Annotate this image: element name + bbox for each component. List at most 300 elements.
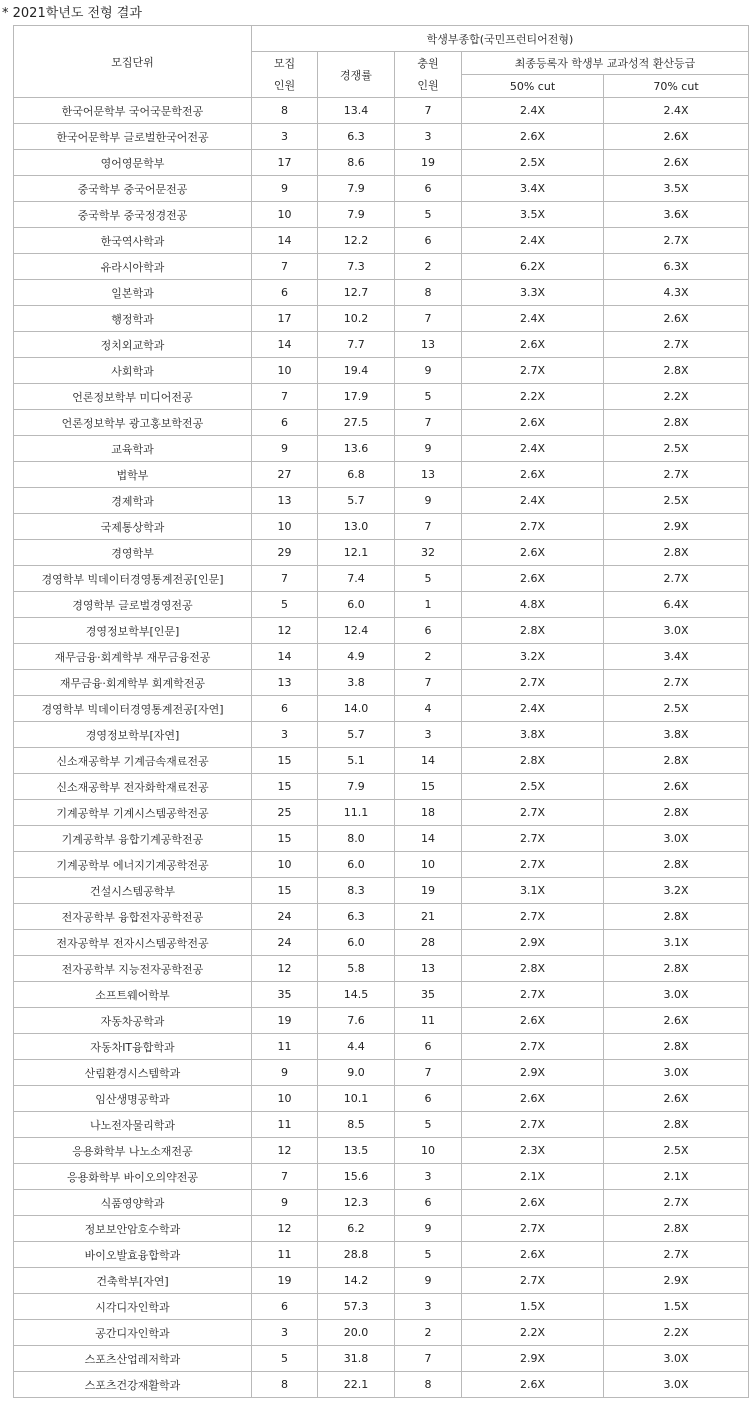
table-row [14, 514, 749, 540]
table-row [14, 540, 749, 566]
cell-extra: 5 [395, 1242, 462, 1268]
cell-extra: 10 [395, 1138, 462, 1164]
cell-recruit: 15 [252, 774, 318, 800]
cell-cut70: 3.0X [604, 1372, 749, 1398]
cell-unit: 건축학부[자연] [14, 1268, 252, 1294]
cell-recruit: 24 [252, 930, 318, 956]
cell-extra: 13 [395, 332, 462, 358]
cell-unit: 전자공학부 융합전자공학전공 [14, 904, 252, 930]
cell-extra: 8 [395, 1372, 462, 1398]
cell-competition: 14.2 [318, 1268, 395, 1294]
cell-unit: 경영정보학부[자연] [14, 722, 252, 748]
cell-recruit: 25 [252, 800, 318, 826]
cell-cut70: 2.8X [604, 904, 749, 930]
cell-extra: 18 [395, 800, 462, 826]
cell-competition: 31.8 [318, 1346, 395, 1372]
cell-cut70: 3.0X [604, 618, 749, 644]
cell-cut50: 2.6X [462, 1086, 604, 1112]
cell-competition: 22.1 [318, 1372, 395, 1398]
table-row [14, 722, 749, 748]
cell-recruit: 17 [252, 306, 318, 332]
cell-extra: 7 [395, 514, 462, 540]
table-row [14, 1190, 749, 1216]
cell-extra: 7 [395, 670, 462, 696]
cell-recruit: 15 [252, 826, 318, 852]
cell-unit: 건설시스템공학부 [14, 878, 252, 904]
cell-cut50: 2.6X [462, 410, 604, 436]
cell-competition: 9.0 [318, 1060, 395, 1086]
cell-unit: 식품영양학과 [14, 1190, 252, 1216]
cell-cut50: 2.6X [462, 1190, 604, 1216]
cell-cut70: 2.6X [604, 306, 749, 332]
cell-competition: 12.3 [318, 1190, 395, 1216]
cell-unit: 경영학부 빅데이터경영통계전공[자연] [14, 696, 252, 722]
cell-cut50: 3.4X [462, 176, 604, 202]
cell-cut50: 2.8X [462, 748, 604, 774]
cell-extra: 6 [395, 228, 462, 254]
cell-unit: 중국학부 중국어문전공 [14, 176, 252, 202]
cell-cut50: 3.8X [462, 722, 604, 748]
cell-recruit: 15 [252, 748, 318, 774]
cell-cut70: 3.0X [604, 826, 749, 852]
cell-unit: 정보보안암호수학과 [14, 1216, 252, 1242]
cell-cut70: 2.8X [604, 1216, 749, 1242]
cell-competition: 12.7 [318, 280, 395, 306]
header-extra-line2: 인원 [417, 78, 439, 92]
cell-competition: 27.5 [318, 410, 395, 436]
cell-unit: 일본학과 [14, 280, 252, 306]
cell-extra: 7 [395, 98, 462, 124]
cell-unit: 교육학과 [14, 436, 252, 462]
cell-cut50: 2.4X [462, 696, 604, 722]
header-unit: 모집단위 [14, 26, 252, 98]
header-recruit [252, 52, 318, 98]
cell-competition: 14.5 [318, 982, 395, 1008]
cell-competition: 7.3 [318, 254, 395, 280]
cell-extra: 2 [395, 644, 462, 670]
cell-recruit: 11 [252, 1112, 318, 1138]
cell-recruit: 9 [252, 436, 318, 462]
table-row [14, 1138, 749, 1164]
cell-recruit: 10 [252, 202, 318, 228]
cell-cut70: 2.8X [604, 1112, 749, 1138]
cell-extra: 3 [395, 124, 462, 150]
cell-extra: 19 [395, 878, 462, 904]
table-row [14, 930, 749, 956]
table-row [14, 1242, 749, 1268]
cell-cut70: 2.5X [604, 488, 749, 514]
cell-cut50: 3.5X [462, 202, 604, 228]
cell-cut70: 2.9X [604, 1268, 749, 1294]
cell-cut70: 2.6X [604, 774, 749, 800]
cell-unit: 언론정보학부 미디어전공 [14, 384, 252, 410]
cell-recruit: 12 [252, 618, 318, 644]
cell-unit: 한국어문학부 글로벌한국어전공 [14, 124, 252, 150]
cell-unit: 신소재공학부 기계금속재료전공 [14, 748, 252, 774]
header-recruit-line1: 모집 [273, 56, 296, 70]
cell-competition: 6.3 [318, 904, 395, 930]
cell-cut50: 2.7X [462, 982, 604, 1008]
cell-competition: 6.3 [318, 124, 395, 150]
table-row [14, 592, 749, 618]
cell-recruit: 11 [252, 1242, 318, 1268]
cell-unit: 재무금융·회계학부 재무금융전공 [14, 644, 252, 670]
cell-cut50: 2.6X [462, 124, 604, 150]
cell-cut70: 2.7X [604, 1190, 749, 1216]
cell-cut70: 3.6X [604, 202, 749, 228]
cell-cut70: 2.7X [604, 462, 749, 488]
cell-competition: 57.3 [318, 1294, 395, 1320]
header-competition: 경쟁률 [318, 52, 395, 98]
cell-competition: 7.9 [318, 176, 395, 202]
cell-competition: 7.9 [318, 774, 395, 800]
cell-cut50: 2.7X [462, 1216, 604, 1242]
cell-competition: 6.0 [318, 592, 395, 618]
cell-competition: 14.0 [318, 696, 395, 722]
cell-cut70: 2.8X [604, 800, 749, 826]
cell-cut70: 2.6X [604, 150, 749, 176]
cell-unit: 경제학과 [14, 488, 252, 514]
cell-unit: 스포츠산업레저학과 [14, 1346, 252, 1372]
cell-extra: 3 [395, 1164, 462, 1190]
table-row [14, 436, 749, 462]
cell-recruit: 3 [252, 1320, 318, 1346]
cell-recruit: 19 [252, 1268, 318, 1294]
cell-recruit: 14 [252, 228, 318, 254]
cell-recruit: 6 [252, 410, 318, 436]
cell-extra: 9 [395, 358, 462, 384]
cell-recruit: 12 [252, 1138, 318, 1164]
cell-cut70: 3.0X [604, 1060, 749, 1086]
cell-unit: 전자공학부 전자시스템공학전공 [14, 930, 252, 956]
table-row [14, 1086, 749, 1112]
table-row [14, 280, 749, 306]
table-row [14, 98, 749, 124]
cell-competition: 7.7 [318, 332, 395, 358]
cell-cut50: 2.7X [462, 904, 604, 930]
cell-competition: 7.4 [318, 566, 395, 592]
header-recruit-line2: 인원 [273, 78, 296, 92]
cell-recruit: 9 [252, 1190, 318, 1216]
cell-competition: 13.0 [318, 514, 395, 540]
table-row [14, 878, 749, 904]
cell-cut50: 2.7X [462, 514, 604, 540]
cell-cut70: 2.8X [604, 410, 749, 436]
cell-competition: 5.8 [318, 956, 395, 982]
cell-extra: 9 [395, 488, 462, 514]
cell-unit: 산림환경시스템학과 [14, 1060, 252, 1086]
table-row [14, 332, 749, 358]
cell-recruit: 27 [252, 462, 318, 488]
header-cut70: 70% cut [604, 75, 749, 98]
cell-extra: 5 [395, 384, 462, 410]
cell-unit: 자동차IT융합학과 [14, 1034, 252, 1060]
cell-cut70: 2.5X [604, 1138, 749, 1164]
cell-competition: 7.9 [318, 202, 395, 228]
cell-extra: 9 [395, 1216, 462, 1242]
cell-extra: 9 [395, 1268, 462, 1294]
table-row [14, 1112, 749, 1138]
cell-extra: 13 [395, 956, 462, 982]
cell-recruit: 10 [252, 514, 318, 540]
cell-cut50: 2.7X [462, 1112, 604, 1138]
cell-recruit: 7 [252, 1164, 318, 1190]
cell-recruit: 8 [252, 1372, 318, 1398]
cell-recruit: 13 [252, 488, 318, 514]
table-row [14, 774, 749, 800]
cell-extra: 9 [395, 436, 462, 462]
table-row [14, 228, 749, 254]
cell-extra: 21 [395, 904, 462, 930]
header-extra-line1: 충원 [417, 56, 439, 70]
cell-cut70: 3.1X [604, 930, 749, 956]
cell-extra: 11 [395, 1008, 462, 1034]
cell-unit: 시각디자인학과 [14, 1294, 252, 1320]
cell-extra: 3 [395, 722, 462, 748]
cell-unit: 소프트웨어학부 [14, 982, 252, 1008]
cell-unit: 전자공학부 지능전자공학전공 [14, 956, 252, 982]
cell-competition: 6.0 [318, 930, 395, 956]
cell-recruit: 17 [252, 150, 318, 176]
cell-extra: 6 [395, 1086, 462, 1112]
table-row [14, 1372, 749, 1398]
cell-cut70: 2.2X [604, 1320, 749, 1346]
cell-extra: 1 [395, 592, 462, 618]
cell-cut50: 2.7X [462, 800, 604, 826]
cell-recruit: 7 [252, 384, 318, 410]
cell-recruit: 12 [252, 956, 318, 982]
table-row [14, 124, 749, 150]
cell-recruit: 6 [252, 696, 318, 722]
table-row [14, 800, 749, 826]
table-row [14, 1216, 749, 1242]
cell-competition: 4.4 [318, 1034, 395, 1060]
cell-cut50: 2.9X [462, 1060, 604, 1086]
cell-cut70: 2.7X [604, 670, 749, 696]
cell-cut50: 2.6X [462, 332, 604, 358]
cell-cut50: 2.4X [462, 436, 604, 462]
table-row [14, 1320, 749, 1346]
cell-unit: 임산생명공학과 [14, 1086, 252, 1112]
cell-recruit: 35 [252, 982, 318, 1008]
cell-recruit: 19 [252, 1008, 318, 1034]
cell-competition: 15.6 [318, 1164, 395, 1190]
table-row [14, 618, 749, 644]
cell-unit: 정치외교학과 [14, 332, 252, 358]
cell-extra: 28 [395, 930, 462, 956]
table-row [14, 1164, 749, 1190]
cell-unit: 한국어문학부 국어국문학전공 [14, 98, 252, 124]
cell-cut50: 2.6X [462, 540, 604, 566]
cell-recruit: 14 [252, 332, 318, 358]
cell-cut70: 2.8X [604, 358, 749, 384]
cell-competition: 3.8 [318, 670, 395, 696]
cell-unit: 국제통상학과 [14, 514, 252, 540]
cell-recruit: 7 [252, 566, 318, 592]
cell-cut70: 3.5X [604, 176, 749, 202]
cell-recruit: 24 [252, 904, 318, 930]
cell-cut70: 1.5X [604, 1294, 749, 1320]
cell-cut50: 2.2X [462, 384, 604, 410]
cell-competition: 8.3 [318, 878, 395, 904]
table-row [14, 852, 749, 878]
cell-cut70: 2.8X [604, 852, 749, 878]
cell-recruit: 5 [252, 1346, 318, 1372]
cell-cut50: 2.3X [462, 1138, 604, 1164]
cell-cut70: 3.2X [604, 878, 749, 904]
cell-recruit: 15 [252, 878, 318, 904]
cell-unit: 공간디자인학과 [14, 1320, 252, 1346]
table-caption: * 2021학년도 전형 결과 [2, 6, 142, 21]
cell-competition: 28.8 [318, 1242, 395, 1268]
table-row [14, 1034, 749, 1060]
cell-unit: 중국학부 중국정경전공 [14, 202, 252, 228]
cell-extra: 5 [395, 566, 462, 592]
cell-competition: 12.4 [318, 618, 395, 644]
cell-unit: 기계공학부 기계시스템공학전공 [14, 800, 252, 826]
cell-recruit: 10 [252, 1086, 318, 1112]
cell-recruit: 6 [252, 280, 318, 306]
cell-cut50: 2.1X [462, 1164, 604, 1190]
cell-cut70: 2.8X [604, 540, 749, 566]
cell-unit: 사회학과 [14, 358, 252, 384]
table-row [14, 384, 749, 410]
table-row [14, 826, 749, 852]
cell-cut70: 2.9X [604, 514, 749, 540]
table-row [14, 566, 749, 592]
cell-cut70: 3.8X [604, 722, 749, 748]
cell-cut70: 4.3X [604, 280, 749, 306]
cell-recruit: 14 [252, 644, 318, 670]
cell-cut70: 3.0X [604, 1346, 749, 1372]
cell-cut70: 2.4X [604, 98, 749, 124]
cell-cut50: 2.7X [462, 670, 604, 696]
cell-unit: 법학부 [14, 462, 252, 488]
cell-recruit: 5 [252, 592, 318, 618]
cell-recruit: 12 [252, 1216, 318, 1242]
table-row [14, 254, 749, 280]
table-row [14, 358, 749, 384]
table-row [14, 410, 749, 436]
cell-cut50: 2.6X [462, 462, 604, 488]
cell-cut50: 2.6X [462, 1372, 604, 1398]
cell-recruit: 8 [252, 98, 318, 124]
cell-competition: 6.0 [318, 852, 395, 878]
cell-unit: 행정학과 [14, 306, 252, 332]
cell-cut70: 6.3X [604, 254, 749, 280]
cell-cut50: 2.9X [462, 1346, 604, 1372]
cell-cut70: 3.4X [604, 644, 749, 670]
cell-extra: 13 [395, 462, 462, 488]
cell-unit: 스포츠건강재활학과 [14, 1372, 252, 1398]
table-row [14, 150, 749, 176]
cell-unit: 기계공학부 융합기계공학전공 [14, 826, 252, 852]
cell-competition: 19.4 [318, 358, 395, 384]
cell-recruit: 6 [252, 1294, 318, 1320]
cell-extra: 5 [395, 1112, 462, 1138]
cell-cut70: 2.7X [604, 332, 749, 358]
table-row [14, 488, 749, 514]
cell-recruit: 13 [252, 670, 318, 696]
cell-cut50: 4.8X [462, 592, 604, 618]
table-row [14, 982, 749, 1008]
cell-competition: 13.5 [318, 1138, 395, 1164]
cell-extra: 6 [395, 618, 462, 644]
table-row [14, 202, 749, 228]
cell-unit: 자동차공학과 [14, 1008, 252, 1034]
cell-cut50: 2.2X [462, 1320, 604, 1346]
cell-unit: 응용화학부 나노소재전공 [14, 1138, 252, 1164]
cell-extra: 6 [395, 1190, 462, 1216]
table-row [14, 306, 749, 332]
cell-competition: 13.4 [318, 98, 395, 124]
cell-cut50: 2.7X [462, 826, 604, 852]
cell-competition: 5.1 [318, 748, 395, 774]
cell-extra: 2 [395, 254, 462, 280]
table-row [14, 1008, 749, 1034]
header-group: 학생부종합(국민프런티어전형) [252, 26, 749, 52]
cell-competition: 20.0 [318, 1320, 395, 1346]
cell-cut50: 2.9X [462, 930, 604, 956]
table-row [14, 956, 749, 982]
cell-cut50: 2.4X [462, 306, 604, 332]
cell-unit: 나노전자물리학과 [14, 1112, 252, 1138]
cell-competition: 10.2 [318, 306, 395, 332]
table-row [14, 1268, 749, 1294]
cell-unit: 바이오발효융합학과 [14, 1242, 252, 1268]
cell-cut70: 2.7X [604, 228, 749, 254]
cell-extra: 4 [395, 696, 462, 722]
cell-cut50: 3.3X [462, 280, 604, 306]
cell-competition: 12.2 [318, 228, 395, 254]
cell-unit: 신소재공학부 전자화학재료전공 [14, 774, 252, 800]
cell-competition: 8.6 [318, 150, 395, 176]
cell-cut70: 2.5X [604, 696, 749, 722]
cell-unit: 경영정보학부[인문] [14, 618, 252, 644]
table-row [14, 462, 749, 488]
cell-cut50: 2.7X [462, 358, 604, 384]
cell-recruit: 29 [252, 540, 318, 566]
cell-recruit: 11 [252, 1034, 318, 1060]
cell-extra: 6 [395, 1034, 462, 1060]
cell-cut50: 2.4X [462, 228, 604, 254]
cell-cut50: 2.8X [462, 618, 604, 644]
table-row [14, 904, 749, 930]
cell-cut70: 2.6X [604, 1086, 749, 1112]
cell-unit: 재무금융·회계학부 회계학전공 [14, 670, 252, 696]
cell-cut50: 2.6X [462, 1008, 604, 1034]
cell-competition: 10.1 [318, 1086, 395, 1112]
cell-cut50: 2.6X [462, 566, 604, 592]
cell-recruit: 3 [252, 722, 318, 748]
cell-cut50: 2.4X [462, 488, 604, 514]
cell-extra: 3 [395, 1294, 462, 1320]
cell-cut50: 3.2X [462, 644, 604, 670]
cell-cut50: 3.1X [462, 878, 604, 904]
table-row [14, 696, 749, 722]
table-row [14, 1346, 749, 1372]
cell-cut70: 2.7X [604, 566, 749, 592]
cell-cut50: 2.7X [462, 852, 604, 878]
cell-extra: 14 [395, 748, 462, 774]
cell-cut50: 2.6X [462, 1242, 604, 1268]
table-body [14, 98, 749, 1398]
table-row [14, 670, 749, 696]
cell-extra: 6 [395, 176, 462, 202]
cell-extra: 32 [395, 540, 462, 566]
cell-recruit: 9 [252, 1060, 318, 1086]
cell-cut70: 2.8X [604, 956, 749, 982]
